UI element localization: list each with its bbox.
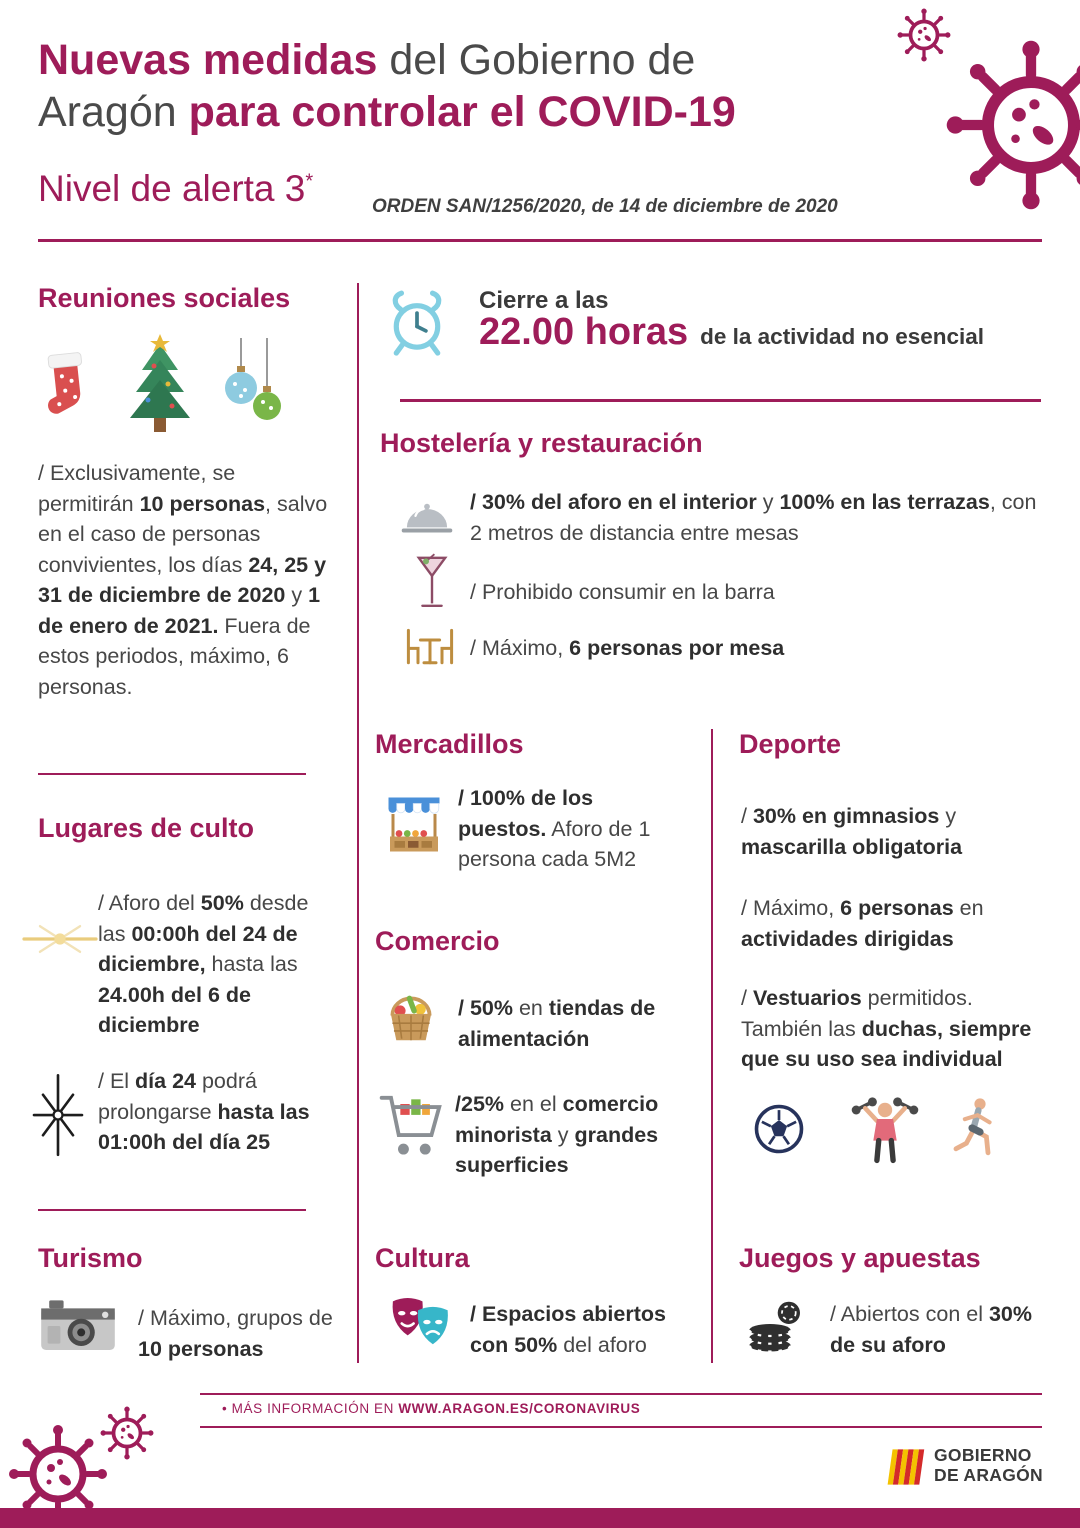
more-info-link[interactable]: • MÁS INFORMACIÓN EN WWW.ARAGON.ES/CORONAVIRUS	[222, 1401, 641, 1416]
comercio-item-minorista: /25% en el comercio minorista y grandes superficies	[455, 1092, 659, 1178]
logo-line-1: GOBIERNO	[934, 1445, 1032, 1465]
market-stall-icon	[384, 794, 444, 858]
section-title-turismo: Turismo	[38, 1243, 143, 1273]
alert-level: Nivel de alerta 3*	[38, 168, 314, 209]
section-title-cultura: Cultura	[375, 1243, 470, 1273]
runner-icon	[948, 1092, 1004, 1164]
deporte-item-vestuarios: / Vestuarios permitidos. También las duchas, siempre que su uso sea individual	[741, 986, 1032, 1072]
section-title-reuniones-sociales: Reuniones sociales	[38, 283, 291, 313]
virus-icon	[897, 8, 951, 62]
section-title-comercio: Comercio	[375, 926, 500, 956]
hosteleria-item-barra: / Prohibido consumir en la barra	[470, 580, 775, 604]
page-title	[38, 34, 888, 139]
comercio-item-alimentacion: / 50% en tiendas de alimentación	[458, 996, 656, 1051]
virus-icon	[945, 36, 1080, 214]
column-divider	[711, 729, 713, 1363]
serving-dish-icon	[398, 494, 456, 540]
column-divider	[357, 283, 359, 1363]
deporte-item-gimnasios: / 30% en gimnasios y mascarilla obligatoria	[741, 804, 963, 859]
christmas-tree-icon	[118, 334, 202, 438]
header-divider	[38, 239, 1042, 242]
footer-divider	[200, 1393, 1042, 1395]
theater-masks-icon	[384, 1292, 458, 1358]
footer-divider	[200, 1426, 1042, 1428]
cocktail-icon	[414, 548, 450, 618]
closing-time-row	[479, 311, 984, 354]
shopping-cart-icon	[377, 1086, 447, 1164]
section-title-juegos-apuestas: Juegos y apuestas	[739, 1243, 981, 1273]
hosteleria-item-aforo: / 30% del aforo en el interior y 100% en las terrazas, con 2 metros de distancia entre mesas	[470, 490, 1037, 545]
juegos-item: / Abiertos con el 30% de su aforo	[830, 1302, 1032, 1357]
sun-icon	[20, 915, 100, 963]
gobierno-aragon-logo	[934, 1446, 1043, 1485]
cultura-item: / Espacios abiertos con 50% del aforo	[470, 1302, 666, 1357]
page-title-line-2: Aragón para controlar el COVID-19	[38, 88, 736, 137]
football-icon	[752, 1102, 806, 1156]
page-title-line-1: Nuevas medidas del Gobierno de	[38, 36, 696, 84]
camera-icon	[36, 1294, 120, 1358]
closing-time: 22.00 horas	[479, 311, 689, 353]
weightlifter-icon	[846, 1092, 924, 1164]
culto-item-dia-24: / El día 24 podrá prolongarse hasta las 01:00h del día 25	[98, 1069, 310, 1155]
order-reference: ORDEN SAN/1256/2020, de 14 de diciembre de 2020	[372, 196, 838, 217]
mercadillos-item: / 100% de los puestos. Aforo de 1 persona cada 5M2	[458, 786, 651, 872]
alert-asterisk: *	[305, 170, 314, 193]
divider	[400, 399, 1041, 402]
poker-chips-icon	[746, 1292, 806, 1356]
section-title-deporte: Deporte	[739, 729, 842, 759]
divider	[38, 773, 306, 775]
section-title-hosteleria: Hostelería y restauración	[380, 428, 703, 458]
culto-item-aforo: / Aforo del 50% desde las 00:00h del 24 de diciembre, hasta las 24.00h del 6 de diciembre	[98, 891, 309, 1038]
reuniones-body: / Exclusivamente, se permitirán 10 personas, salvo en el caso de personas convivientes, los días 24, 25 y 31 de diciembre de 2020 y 1 de enero de 2021. Fuera de estos periodos, máximo, 6 personas.	[38, 461, 328, 699]
section-title-lugares-de-culto: Lugares de culto	[38, 813, 255, 843]
logo-line-2: DE ARAGÓN	[934, 1464, 1043, 1485]
table-chairs-icon	[400, 622, 460, 670]
food-basket-icon	[380, 986, 442, 1048]
baubles-icon	[218, 338, 290, 438]
christmas-icons-row	[38, 330, 318, 438]
virus-icon	[100, 1406, 154, 1460]
deporte-item-dirigidas: / Máximo, 6 personas en actividades dirigidas	[741, 896, 984, 951]
aragon-flag-icon	[884, 1446, 928, 1488]
star-icon	[28, 1072, 88, 1158]
divider	[38, 1209, 306, 1211]
bottom-bar	[0, 1508, 1080, 1528]
alarm-clock-icon	[380, 283, 454, 361]
closing-line: Cierre a las	[479, 287, 609, 314]
section-title-mercadillos: Mercadillos	[375, 729, 524, 759]
closing-suffix: de la actividad no esencial	[700, 324, 985, 349]
christmas-stocking-icon	[33, 343, 106, 441]
turismo-item: / Máximo, grupos de 10 personas	[138, 1306, 333, 1361]
hosteleria-item-mesa: / Máximo, 6 personas por mesa	[470, 636, 785, 660]
